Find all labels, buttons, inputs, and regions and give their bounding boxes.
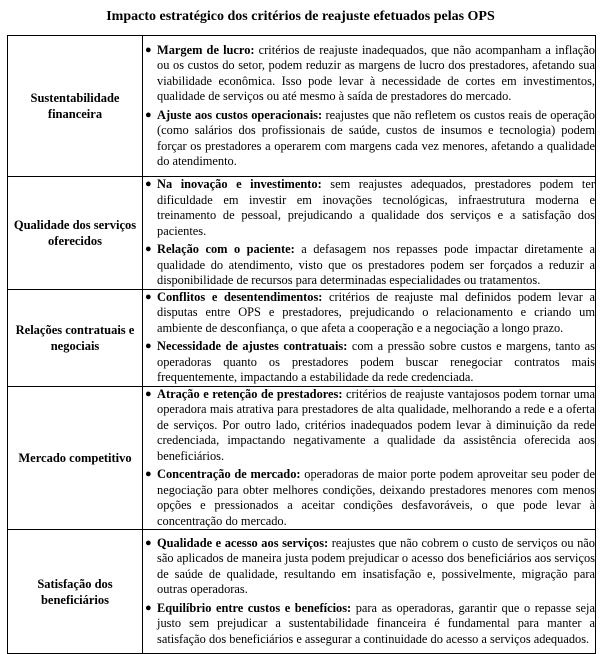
bullet-dot-icon: ● (145, 178, 152, 190)
bullet-text: para as operadoras, garantir que o repasse seja justo sem prejudicar a sustentabilidade financeira é fundamental para manter a satisfação dos beneficiários e assegurar a continuidade do acesso a serviços adequados. (157, 600, 595, 646)
table-body (8, 36, 596, 654)
detail-cell (143, 36, 596, 177)
bullet-term: Margem de lucro: (157, 42, 255, 57)
document-title: Impacto estratégico dos critérios de reajuste efetuados pelas OPS (106, 9, 495, 24)
bullet-term: Relação com o paciente: (157, 242, 295, 256)
aspect-cell: Mercado competitivo (8, 386, 143, 530)
bullet-dot-icon: ● (145, 290, 152, 303)
detail-cell (143, 386, 596, 530)
bullet-item (143, 339, 595, 386)
table-row (8, 530, 596, 654)
impact-table (7, 35, 596, 654)
bullet-item (143, 177, 595, 239)
bullet-text: critérios de reajuste mal definidos podem levar a disputas entre OPS e prestadores, prejudicando o relacionamento e criando um ambiente de desconfiança, o que afeta a cooperação e a negociação a longo prazo. (157, 289, 595, 335)
table-row (8, 289, 596, 386)
aspect-cell: Relações contratuais e negociais (8, 289, 143, 386)
bullet-term: Ajuste aos custos operacionais: (157, 107, 323, 122)
bullet-text: operadoras de maior porte podem aproveitar seu poder de negociação para obter melhores condições, deixando prestadores menores com menos opções e pressionados a aceitar condições desfavoráveis, o que pode levar à concentração do mercado. (157, 467, 595, 528)
bullet-dot-icon: ● (145, 43, 152, 56)
table-row (8, 36, 596, 177)
aspect-cell: Qualidade dos serviços oferecidos (8, 177, 143, 290)
bullet-text: critérios de reajuste vantajosos podem tornar uma operadora mais atrativa para prestadores de alta qualidade, melhorando a rede e a oferta de serviços. Por outro lado, critérios inadequados podem levar à diminuição da rede credenciada, impactando negativamente a qualidade da assistência oferecida aos beneficiários. (157, 386, 596, 463)
bullet-text: critérios de reajuste inadequados, que não acompanham a inflação ou os custos do setor, podem reduzir as margens de lucro dos prestadores, afetando sua viabilidade econômica. Isso pode levar à necessidade de cortes em investimentos, qualidade de serviços ou até mesmo à saída de prestadores do mercado. (157, 42, 595, 103)
bullet-item (143, 536, 595, 598)
table-row (8, 386, 596, 530)
bullet-term: Equilíbrio entre custos e benefícios: (157, 600, 352, 615)
bullet-term: Conflitos e desentendimentos: (157, 289, 323, 304)
bullet-text: sem reajustes adequados, prestadores podem ter dificuldade em investir em inovações tecnológicas, infraestrutura moderna e treinamento de pessoal, prejudicando a qualidade dos serviços e a satisfação dos pacientes. (157, 177, 595, 238)
bullet-dot-icon: ● (145, 468, 152, 480)
bullet-dot-icon: ● (145, 536, 152, 549)
bullet-item (143, 467, 595, 529)
detail-cell (143, 289, 596, 386)
bullet-dot-icon: ● (145, 108, 152, 121)
bullet-text: reajustes que não cobrem o custo de serviços ou não são aplicados de maneira justa podem prejudicar o acesso dos beneficiários aos serviços de saúde de qualidade, resultando em insatisfação e, possivelmente, migração para outras operadoras. (157, 535, 595, 597)
bullet-dot-icon: ● (145, 387, 152, 400)
detail-cell (143, 530, 596, 654)
bullet-text: reajustes que não refletem os custos reais de operação (como salários dos profissionais de saúde, custos de insumos e tecnologia) podem forçar os prestadores a operarem com margens cada vez menores, afetando a qualidade do atendimento. (157, 107, 595, 168)
bullet-item (143, 387, 595, 465)
aspect-cell: Sustentabilidade financeira (8, 36, 143, 177)
bullet-item (143, 43, 595, 105)
bullet-text: a defasagem nos repasses pode impactar diretamente a qualidade do atendimento, visto que os prestadores podem ser forçados a reduzir a disponibilidade de recursos para determinadas especialidades ou tratamentos. (157, 242, 595, 287)
bullet-term: Qualidade e acesso aos serviços: (157, 535, 329, 550)
table-row (8, 177, 596, 290)
bullet-term: Necessidade de ajustes contratuais: (157, 339, 348, 353)
bullet-item (143, 290, 595, 337)
bullet-term: Atração e retenção de prestadores: (157, 386, 343, 401)
bullet-term: Na inovação e investimento: (157, 177, 322, 191)
aspect-cell: Satisfação dos beneficiários (8, 530, 143, 654)
bullet-item (143, 601, 595, 648)
bullet-item (143, 242, 595, 289)
bullet-dot-icon: ● (145, 601, 152, 614)
detail-cell (143, 177, 596, 290)
bullet-text: com a pressão sobre custos e margens, tanto as operadoras quanto os prestadores podem buscar renegociar contratos mais frequentemente, impactando a estabilidade da rede credenciada. (157, 339, 595, 384)
bullet-dot-icon: ● (145, 340, 152, 352)
bullet-dot-icon: ● (145, 243, 152, 255)
bullet-item (143, 108, 595, 170)
bullet-term: Concentração de mercado: (157, 467, 301, 481)
